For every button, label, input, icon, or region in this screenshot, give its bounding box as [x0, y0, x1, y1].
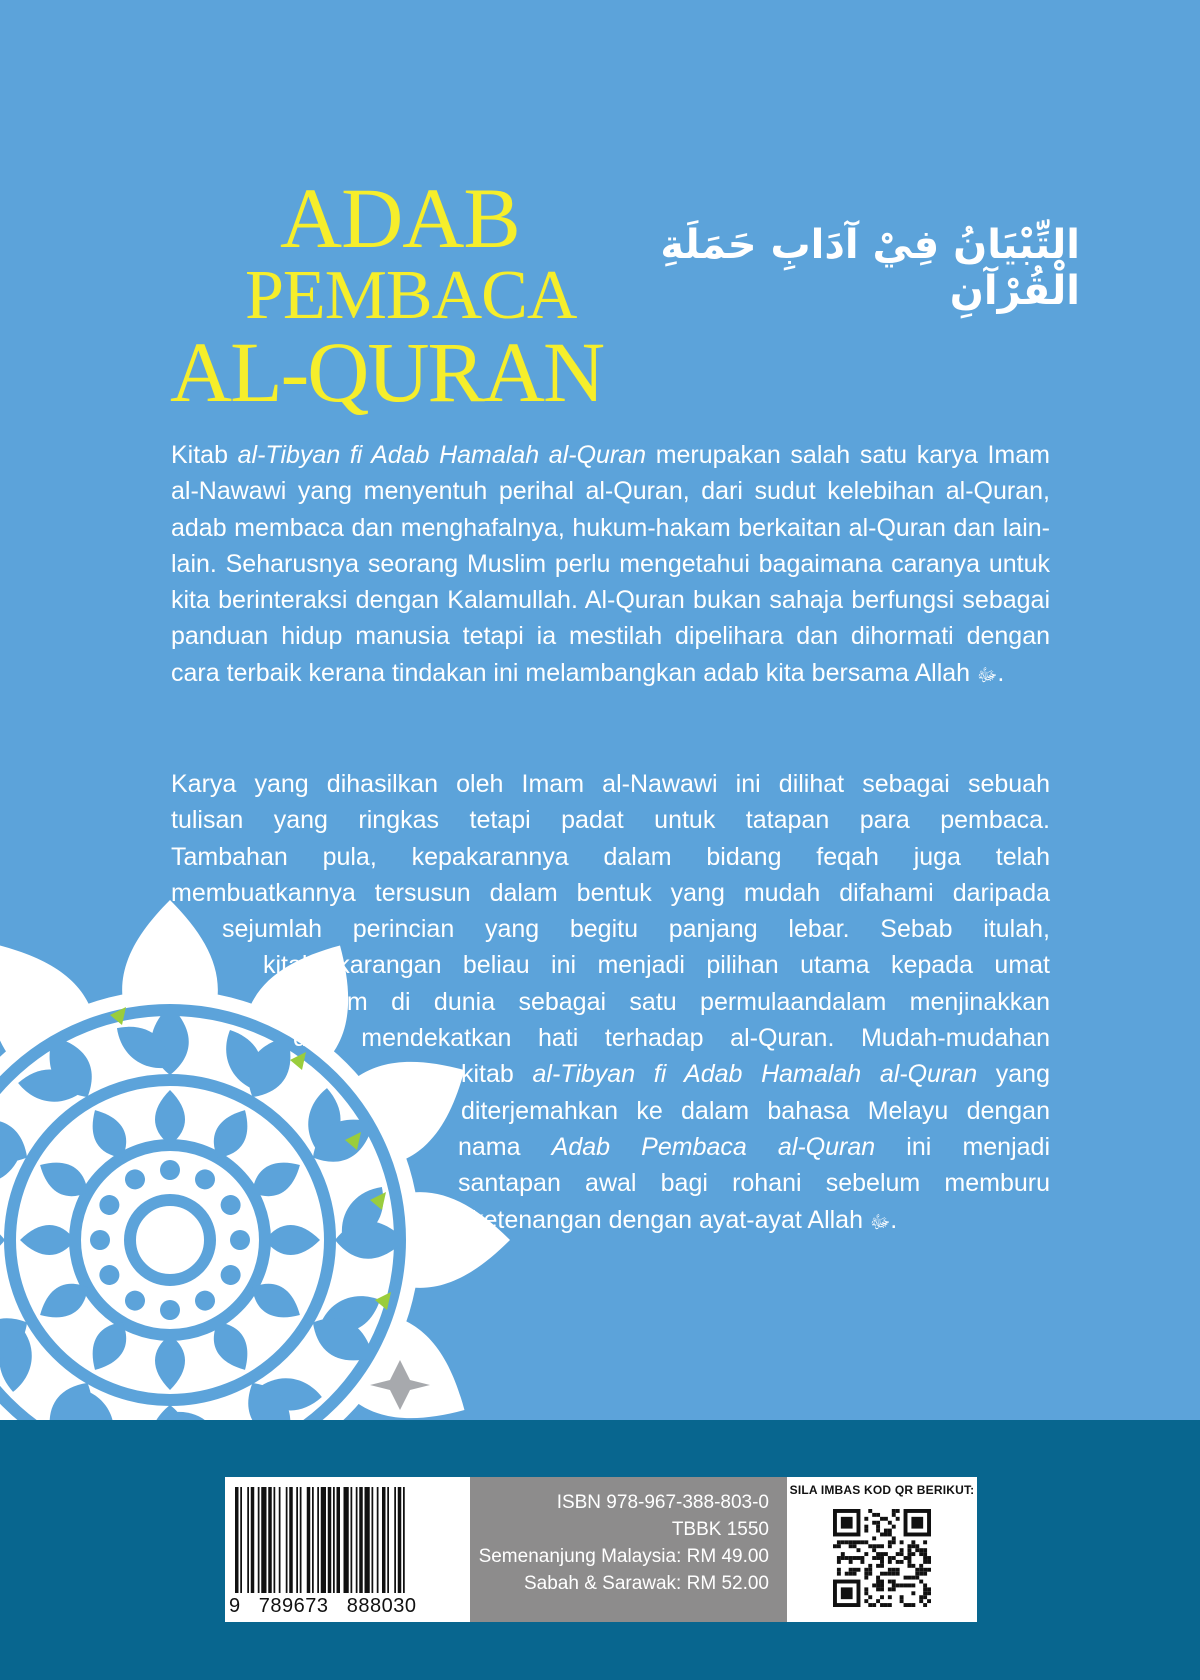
- p2-line: Tambahan pula, kepakarannya dalam bidang feqah juga telah: [171, 842, 1050, 871]
- p2-line: diterjemahkan ke dalam bahasa Melayu dengan: [461, 1096, 1050, 1125]
- p2-text: kitab: [461, 1060, 533, 1089]
- p2-text: ketenangan dengan ayat-ayat Allah: [471, 1205, 870, 1234]
- p2-text: nama: [458, 1132, 552, 1161]
- p2-text: ini menjadi: [875, 1132, 1050, 1161]
- p2-book-title: al-Tibyan fi Adab Hamalah al-Quran: [532, 1060, 978, 1089]
- price-panel: [470, 1477, 787, 1622]
- barcode-digits: 9 789673 888030: [229, 1595, 417, 1617]
- title-line-pembaca: PEMBACA: [245, 257, 577, 334]
- barcode-icon: [235, 1487, 463, 1593]
- price-peninsular: Semenanjung Malaysia: RM 49.00: [478, 1546, 769, 1567]
- p2-line: santapan awal bagi rohani sebelum memburu: [458, 1169, 1050, 1198]
- title-line-adab: ADAB: [280, 170, 520, 266]
- p1-period: .: [997, 658, 1005, 687]
- p1-book-title: al-Tibyan fi Adab Hamalah al-Quran: [237, 441, 647, 469]
- qr-caption: SILA IMBAS KOD QR BERIKUT:: [789, 1483, 975, 1497]
- qr-code-icon[interactable]: [833, 1509, 931, 1607]
- arabic-title: التِّبْيَانُ فِيْ آدَابِ حَمَلَةِ الْقُرْآنِ: [660, 222, 1080, 314]
- title-line-al-quran: AL-QURAN: [170, 324, 604, 420]
- p2-line: dan mendekatkan hati terhadap al-Quran. Mudah-mudahan: [293, 1024, 1050, 1053]
- honorific-symbol: ﷻ: [977, 664, 998, 686]
- publishing-info-box: [225, 1477, 977, 1622]
- p2-line: Karya yang dihasilkan oleh Imam al-Nawawi ini dilihat sebagai sebuah: [171, 770, 1050, 798]
- catalog-code: TBBK 1550: [671, 1519, 769, 1540]
- p2-line: sejumlah perincian yang begitu panjang lebar. Sebab itulah,: [222, 915, 1050, 944]
- p2-translated-title: Adab Pembaca al-Quran: [551, 1132, 876, 1161]
- p2-line: kitab karangan beliau ini menjadi pilihan utama kepada umat: [263, 951, 1050, 980]
- p2-period: .: [890, 1205, 898, 1234]
- synopsis-paragraph-2: [171, 766, 1050, 1241]
- barcode-panel: [225, 1477, 470, 1622]
- p2-line: [471, 1202, 1050, 1241]
- p2-line: tulisan yang ringkas tetapi padat untuk tatapan para pembaca.: [171, 806, 1050, 835]
- synopsis-paragraph-1: [171, 437, 1050, 694]
- p2-line: [458, 1129, 1050, 1165]
- p2-line: Islam di dunia sebagai satu permulaandalam menjinakkan: [308, 987, 1050, 1016]
- p1-text-start: Kitab: [171, 441, 238, 469]
- p2-text: yang: [977, 1060, 1050, 1089]
- p1-text-body: merupakan salah satu karya Imam al-Nawawi yang menyentuh perihal al-Quran, dari sudut kelebihan al-Quran, adab membaca dan menghafalnya, hukum-hakam berkaitan al-Quran dan lain-lain. Seharusnya seorang Muslim perlu mengetahui bagaimana caranya untuk kita berinteraksi dengan Kalamullah. Al-Quran bukan sahaja berfungsi sebagai panduan hidup manusia tetapi ia mestilah dipelihara dan dihormati dengan cara terbaik kerana tindakan ini melambangkan adab kita bersama Allah: [171, 441, 1050, 687]
- isbn-number: ISBN 978-967-388-803-0: [556, 1492, 769, 1513]
- honorific-symbol: ﷻ: [869, 1211, 891, 1233]
- p2-line: [461, 1056, 1050, 1092]
- p2-line: membuatkannya tersusun dalam bentuk yang mudah difahami daripada: [171, 878, 1050, 907]
- price-sabah-sarawak: Sabah & Sarawak: RM 52.00: [523, 1573, 769, 1594]
- qr-panel: [787, 1477, 977, 1622]
